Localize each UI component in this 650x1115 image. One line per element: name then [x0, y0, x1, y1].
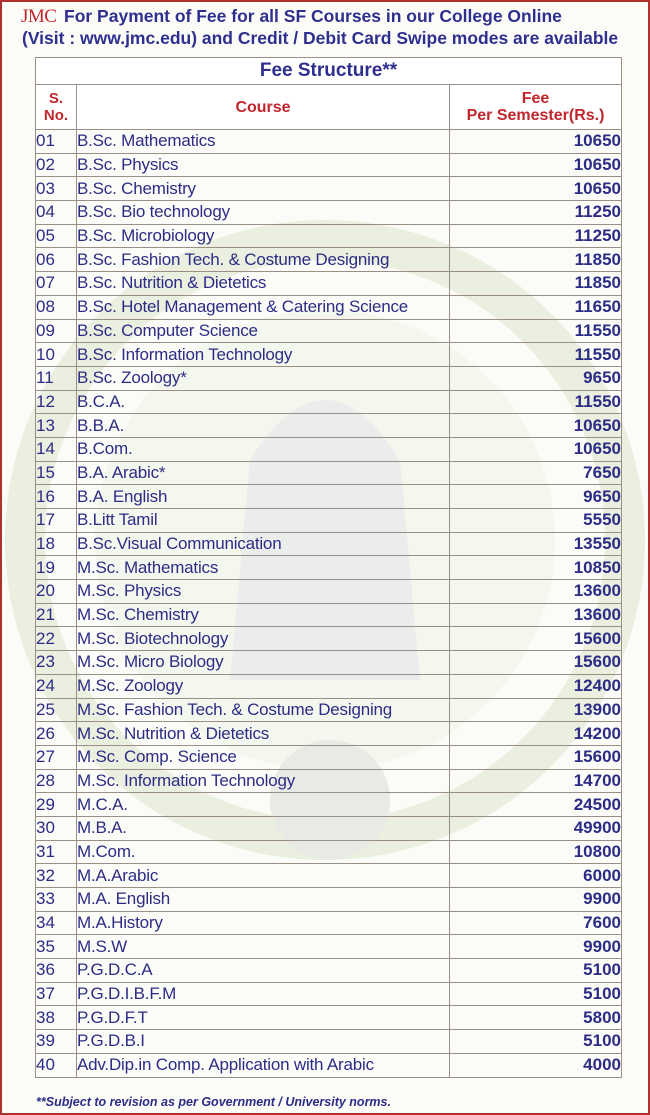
table-row: [36, 1006, 622, 1030]
row-fee: 10650: [450, 177, 622, 201]
row-sno: 26: [36, 722, 77, 746]
row-sno: 11: [36, 366, 77, 390]
table-row: [36, 840, 622, 864]
row-course: M.Sc. Chemistry: [77, 603, 450, 627]
row-sno: 34: [36, 911, 77, 935]
row-sno: 19: [36, 556, 77, 580]
table-row: [36, 888, 622, 912]
row-course: M.Sc. Biotechnology: [77, 627, 450, 651]
row-fee: 5100: [450, 959, 622, 983]
row-sno: 30: [36, 816, 77, 840]
row-sno: 04: [36, 201, 77, 225]
row-sno: 15: [36, 461, 77, 485]
row-course: M.Sc. Comp. Science: [77, 745, 450, 769]
row-course: M.Sc. Zoology: [77, 674, 450, 698]
row-sno: 03: [36, 177, 77, 201]
row-fee: 11850: [450, 248, 622, 272]
row-fee: 7650: [450, 461, 622, 485]
table-row: [36, 414, 622, 438]
row-sno: 13: [36, 414, 77, 438]
table-row: [36, 272, 622, 296]
row-sno: 39: [36, 1030, 77, 1054]
payment-notice-line2: (Visit : www.jmc.edu) and Credit / Debit Card Swipe modes are available: [22, 28, 619, 48]
row-course: B.Sc. Fashion Tech. & Costume Designing: [77, 248, 450, 272]
payment-notice-line1: For Payment of Fee for all SF Courses in our College Online: [64, 6, 562, 26]
row-fee: 4000: [450, 1053, 622, 1077]
row-sno: 24: [36, 674, 77, 698]
table-row: [36, 651, 622, 675]
row-fee: 49900: [450, 816, 622, 840]
row-course: B.Sc. Mathematics: [77, 130, 450, 154]
row-course: M.Sc. Mathematics: [77, 556, 450, 580]
row-sno: 08: [36, 295, 77, 319]
row-course: M.Sc. Fashion Tech. & Costume Designing: [77, 698, 450, 722]
row-sno: 29: [36, 793, 77, 817]
row-sno: 36: [36, 959, 77, 983]
row-course: P.G.D.F.T: [77, 1006, 450, 1030]
column-headers: [36, 85, 622, 130]
table-row: [36, 248, 622, 272]
row-course: B.Sc. Hotel Management & Catering Science: [77, 295, 450, 319]
row-sno: 18: [36, 532, 77, 556]
table-row: [36, 224, 622, 248]
table-row: [36, 177, 622, 201]
row-course: B.Sc. Zoology*: [77, 366, 450, 390]
row-fee: 6000: [450, 864, 622, 888]
row-fee: 9900: [450, 935, 622, 959]
row-course: B.A. English: [77, 485, 450, 509]
column-header-course: Course: [77, 85, 450, 130]
row-fee: 24500: [450, 793, 622, 817]
table-row: [36, 793, 622, 817]
row-fee: 9650: [450, 366, 622, 390]
table-row: [36, 959, 622, 983]
row-fee: 13600: [450, 603, 622, 627]
row-fee: 10650: [450, 130, 622, 154]
row-course: M.Sc. Physics: [77, 580, 450, 604]
row-course: M.Com.: [77, 840, 450, 864]
row-fee: 10800: [450, 840, 622, 864]
row-fee: 10650: [450, 437, 622, 461]
row-course: B.B.A.: [77, 414, 450, 438]
table-row: [36, 153, 622, 177]
row-fee: 12400: [450, 674, 622, 698]
row-fee: 11250: [450, 224, 622, 248]
row-fee: 15600: [450, 745, 622, 769]
row-sno: 22: [36, 627, 77, 651]
row-course: M.Sc. Information Technology: [77, 769, 450, 793]
column-header-fee-line1: Fee: [521, 90, 550, 107]
table-row: [36, 366, 622, 390]
row-sno: 20: [36, 580, 77, 604]
table-row: [36, 935, 622, 959]
row-course: M.S.W: [77, 935, 450, 959]
row-fee: 15600: [450, 651, 622, 675]
column-header-fee: [450, 85, 622, 130]
column-header-fee-line2: Per Semester(Rs.): [466, 107, 605, 124]
row-sno: 27: [36, 745, 77, 769]
table-row: [36, 769, 622, 793]
table-row: [36, 745, 622, 769]
row-fee: 14700: [450, 769, 622, 793]
row-sno: 07: [36, 272, 77, 296]
row-course: B.Sc. Information Technology: [77, 343, 450, 367]
row-fee: 9900: [450, 888, 622, 912]
table-row: [36, 437, 622, 461]
jmc-logo: JMC: [21, 6, 57, 27]
row-course: M.Sc. Nutrition & Dietetics: [77, 722, 450, 746]
table-row: [36, 461, 622, 485]
row-fee: 5550: [450, 509, 622, 533]
fee-rows: [36, 130, 622, 1078]
row-fee: 15600: [450, 627, 622, 651]
row-sno: 38: [36, 1006, 77, 1030]
row-fee: 7600: [450, 911, 622, 935]
row-fee: 9650: [450, 485, 622, 509]
table-row: [36, 1030, 622, 1054]
row-fee: 11550: [450, 319, 622, 343]
row-sno: 02: [36, 153, 77, 177]
row-course: M.A.Arabic: [77, 864, 450, 888]
row-fee: 13900: [450, 698, 622, 722]
table-row: [36, 864, 622, 888]
table-row: [36, 509, 622, 533]
row-sno: 40: [36, 1053, 77, 1077]
row-sno: 37: [36, 982, 77, 1006]
row-sno: 16: [36, 485, 77, 509]
row-course: M.A. English: [77, 888, 450, 912]
table-row: [36, 674, 622, 698]
row-sno: 05: [36, 224, 77, 248]
row-sno: 09: [36, 319, 77, 343]
row-course: B.Com.: [77, 437, 450, 461]
table-row: [36, 532, 622, 556]
fee-structure-table: [35, 57, 622, 1078]
row-fee: 11650: [450, 295, 622, 319]
row-course: B.Litt Tamil: [77, 509, 450, 533]
table-row: [36, 319, 622, 343]
row-course: B.C.A.: [77, 390, 450, 414]
row-course: B.Sc.Visual Communication: [77, 532, 450, 556]
row-sno: 14: [36, 437, 77, 461]
row-fee: 11250: [450, 201, 622, 225]
table-title: Fee Structure**: [36, 58, 622, 85]
row-course: M.Sc. Micro Biology: [77, 651, 450, 675]
table-row: [36, 485, 622, 509]
table-row: [36, 130, 622, 154]
row-sno: 35: [36, 935, 77, 959]
row-fee: 11550: [450, 390, 622, 414]
row-course: P.G.D.I.B.F.M: [77, 982, 450, 1006]
row-course: B.A. Arabic*: [77, 461, 450, 485]
row-fee: 13550: [450, 532, 622, 556]
table-row: [36, 1053, 622, 1077]
row-course: M.B.A.: [77, 816, 450, 840]
row-fee: 5100: [450, 1030, 622, 1054]
row-course: B.Sc. Microbiology: [77, 224, 450, 248]
row-sno: 31: [36, 840, 77, 864]
column-header-sno: [36, 85, 77, 130]
row-sno: 06: [36, 248, 77, 272]
table-row: [36, 722, 622, 746]
column-header-sno-line1: S.: [48, 90, 64, 107]
row-course: B.Sc. Bio technology: [77, 201, 450, 225]
row-course: B.Sc. Chemistry: [77, 177, 450, 201]
row-course: P.G.D.C.A: [77, 959, 450, 983]
row-course: M.A.History: [77, 911, 450, 935]
row-sno: 17: [36, 509, 77, 533]
table-row: [36, 390, 622, 414]
footnote: **Subject to revision as per Government / University norms.: [36, 1095, 391, 1109]
column-header-sno-line2: No.: [43, 107, 69, 124]
table-row: [36, 982, 622, 1006]
row-fee: 13600: [450, 580, 622, 604]
row-sno: 21: [36, 603, 77, 627]
table-row: [36, 816, 622, 840]
payment-notice: [8, 2, 648, 52]
row-sno: 01: [36, 130, 77, 154]
table-row: [36, 627, 622, 651]
row-course: Adv.Dip.in Comp. Application with Arabic: [77, 1053, 450, 1077]
table-row: [36, 698, 622, 722]
row-sno: 23: [36, 651, 77, 675]
table-row: [36, 556, 622, 580]
row-sno: 28: [36, 769, 77, 793]
table-row: [36, 295, 622, 319]
row-course: B.Sc. Computer Science: [77, 319, 450, 343]
row-fee: 11550: [450, 343, 622, 367]
table-row: [36, 201, 622, 225]
row-course: M.C.A.: [77, 793, 450, 817]
row-fee: 10650: [450, 414, 622, 438]
row-fee: 10650: [450, 153, 622, 177]
row-fee: 5800: [450, 1006, 622, 1030]
row-sno: 12: [36, 390, 77, 414]
table-row: [36, 603, 622, 627]
row-course: B.Sc. Physics: [77, 153, 450, 177]
row-sno: 33: [36, 888, 77, 912]
row-fee: 11850: [450, 272, 622, 296]
table-row: [36, 911, 622, 935]
row-course: B.Sc. Nutrition & Dietetics: [77, 272, 450, 296]
table-row: [36, 343, 622, 367]
row-fee: 5100: [450, 982, 622, 1006]
row-course: P.G.D.B.I: [77, 1030, 450, 1054]
row-sno: 25: [36, 698, 77, 722]
row-fee: 10850: [450, 556, 622, 580]
table-row: [36, 580, 622, 604]
row-sno: 10: [36, 343, 77, 367]
row-fee: 14200: [450, 722, 622, 746]
row-sno: 32: [36, 864, 77, 888]
